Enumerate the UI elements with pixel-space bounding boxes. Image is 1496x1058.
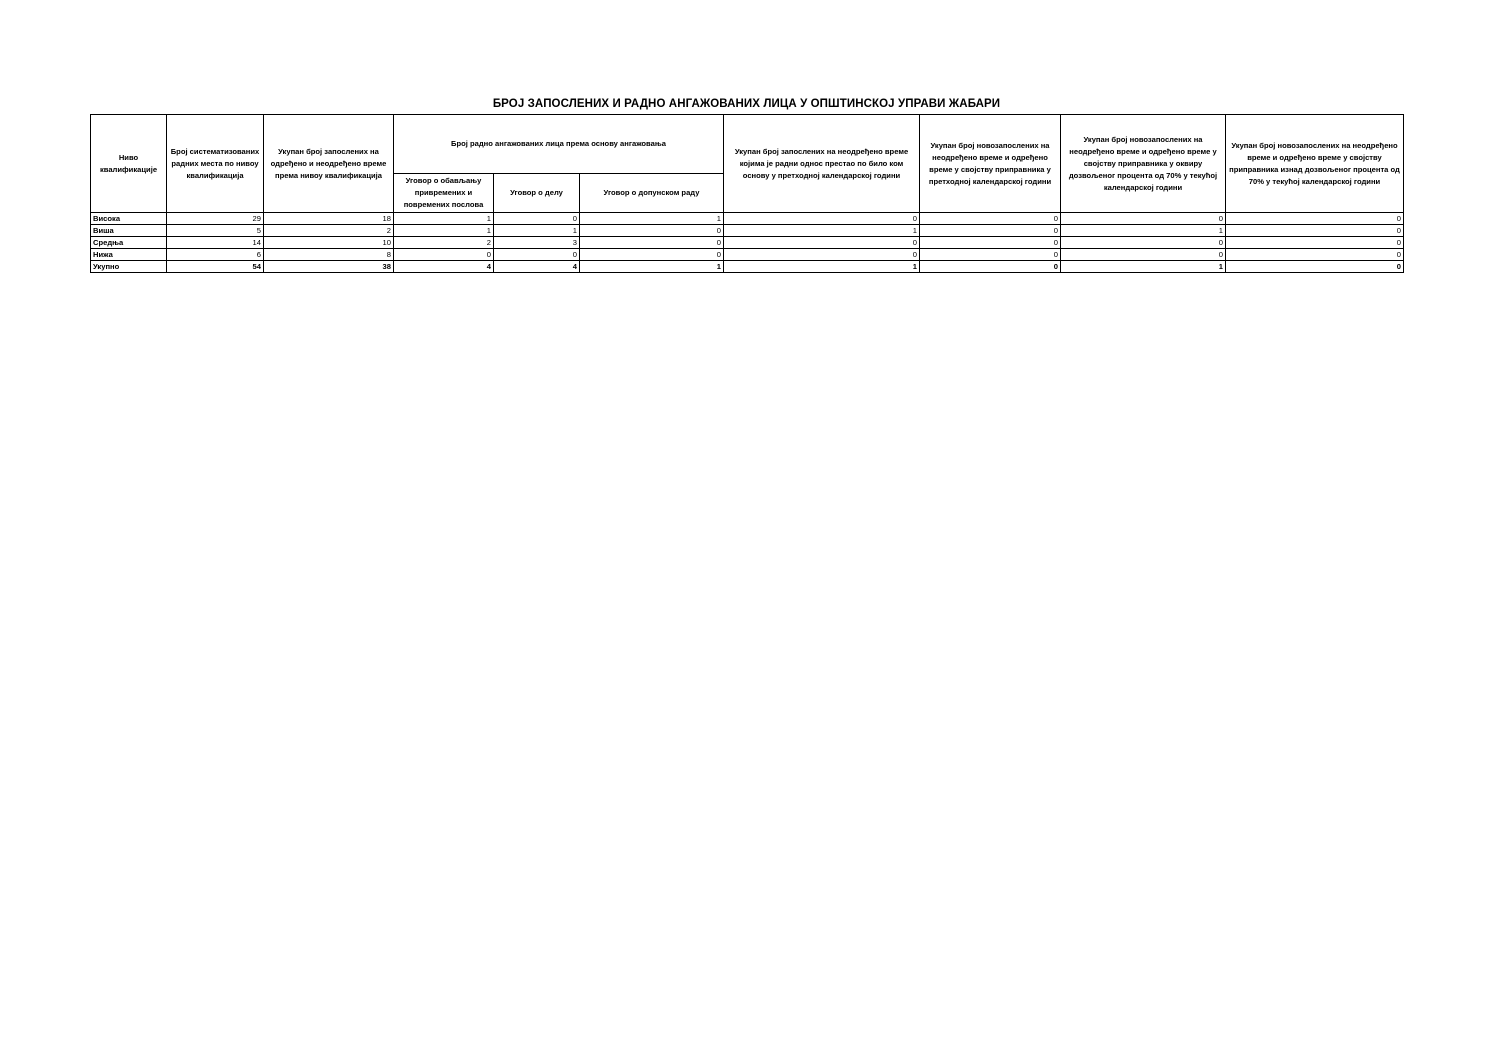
table-cell: 0 — [580, 249, 724, 261]
table-cell: 2 — [394, 237, 494, 249]
table-cell: 2 — [264, 225, 394, 237]
header-engaged-group: Број радно ангажованих лица према основу ангажовања — [394, 115, 724, 174]
table-cell: 0 — [1061, 213, 1226, 225]
table-cell: 3 — [494, 237, 580, 249]
total-cell: 4 — [394, 261, 494, 273]
table-cell: 8 — [264, 249, 394, 261]
table-cell: 0 — [494, 249, 580, 261]
table-cell: 0 — [1226, 213, 1404, 225]
header-terminated: Укупан број запослених на неодређено време којима је радни однос престао по било ком основу у претходној календарској години — [724, 115, 920, 213]
table-cell: 0 — [920, 237, 1061, 249]
table-cell: 1 — [394, 213, 494, 225]
table-cell: 0 — [494, 213, 580, 225]
table-cell: 0 — [580, 237, 724, 249]
table-cell: 0 — [920, 225, 1061, 237]
table-cell: 0 — [1061, 237, 1226, 249]
table-cell: 0 — [920, 249, 1061, 261]
table-row — [91, 225, 1404, 237]
table-cell: 0 — [394, 249, 494, 261]
total-row — [91, 261, 1404, 273]
header-new-above-70: Укупан број новозапослених на неодређено време и одређено време у својству приправника изнад дозвољеног процента од 70% у текућој календарској години — [1226, 115, 1404, 213]
total-cell: 54 — [167, 261, 264, 273]
total-cell: 1 — [724, 261, 920, 273]
table-cell: 1 — [1061, 225, 1226, 237]
table-cell: 0 — [1226, 225, 1404, 237]
table-cell: 0 — [920, 213, 1061, 225]
row-label: Висока — [91, 213, 167, 225]
table-cell: 0 — [1061, 249, 1226, 261]
table-cell: 29 — [167, 213, 264, 225]
table-cell: 0 — [1226, 249, 1404, 261]
table-cell: 1 — [494, 225, 580, 237]
table-cell: 6 — [167, 249, 264, 261]
total-cell: 38 — [264, 261, 394, 273]
row-label: Средња — [91, 237, 167, 249]
header-systematized: Број систематизованих радних места по нивоу квалификација — [167, 115, 264, 213]
employment-table — [90, 114, 1404, 273]
table-cell: 18 — [264, 213, 394, 225]
total-cell: 1 — [1061, 261, 1226, 273]
header-level: Ниво квалификације — [91, 115, 167, 213]
table-cell: 0 — [580, 225, 724, 237]
table-cell: 0 — [724, 213, 920, 225]
header-temporary-jobs: Уговор о обављању привремених и повремених послова — [394, 174, 494, 213]
total-cell: 0 — [1226, 261, 1404, 273]
total-label: Укупно — [91, 261, 167, 273]
header-supplementary: Уговор о допунском раду — [580, 174, 724, 213]
row-label: Виша — [91, 225, 167, 237]
table-row — [91, 213, 1404, 225]
table-cell: 1 — [580, 213, 724, 225]
table-cell: 0 — [724, 237, 920, 249]
table-cell: 1 — [724, 225, 920, 237]
header-work-contract: Уговор о делу — [494, 174, 580, 213]
total-cell: 0 — [920, 261, 1061, 273]
table-cell: 0 — [1226, 237, 1404, 249]
table-cell: 1 — [394, 225, 494, 237]
table-cell: 5 — [167, 225, 264, 237]
total-cell: 1 — [580, 261, 724, 273]
header-total-employed: Укупан број запослених на одређено и неодређено време према нивоу квалификација — [264, 115, 394, 213]
header-new-within-70: Укупан број новозапослених на неодређено време и одређено време у својству приправника у оквиру дозвољеног процента од 70% у текућој календарској години — [1061, 115, 1226, 213]
table-cell: 0 — [724, 249, 920, 261]
table-row — [91, 249, 1404, 261]
total-cell: 4 — [494, 261, 580, 273]
row-label: Нижа — [91, 249, 167, 261]
table-cell: 14 — [167, 237, 264, 249]
table-row — [91, 237, 1404, 249]
page-title: БРОЈ ЗАПОСЛЕНИХ И РАДНО АНГАЖОВАНИХ ЛИЦА У ОПШТИНСКОЈ УПРАВИ ЖАБАРИ — [492, 98, 1001, 110]
table-cell: 10 — [264, 237, 394, 249]
header-new-prev-year: Укупан број новозапослених на неодређено време и одређено време у својству приправника у претходној календарској години — [920, 115, 1061, 213]
